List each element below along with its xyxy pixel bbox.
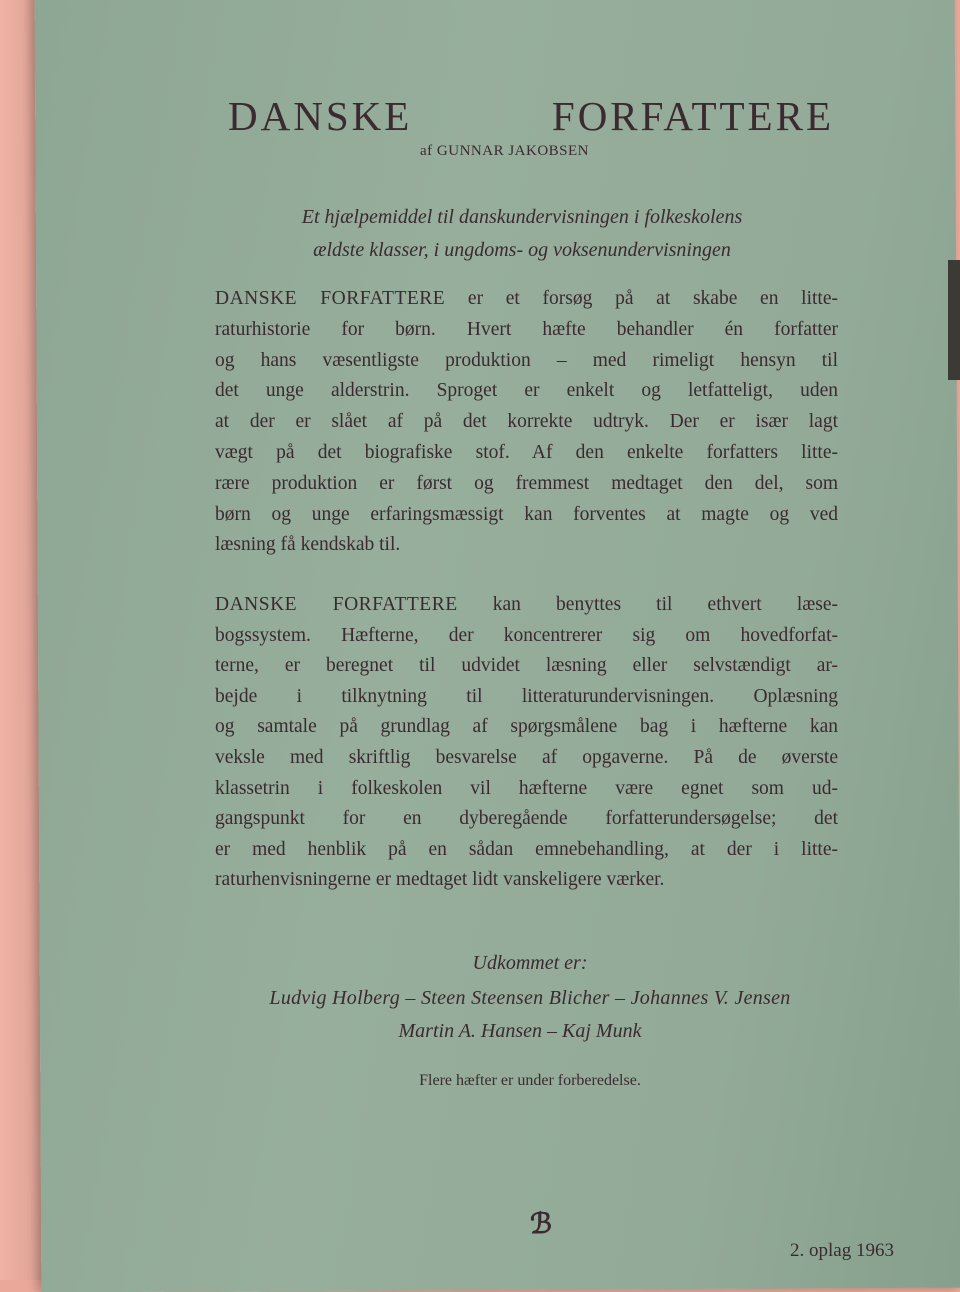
paragraph-line: bejde i tilknytning til litteraturundervisningen. Oplæsning xyxy=(215,685,838,707)
paragraph-line: terne, er beregnet til udvidet læsning eller selvstændigt ar- xyxy=(215,655,838,677)
series-name: DANSKE FORFATTERE xyxy=(215,594,458,615)
paragraph-line: veksle med skriftlig besvarelse af opgaverne. På de øverste xyxy=(215,747,838,768)
more-note: Flere hæfter er under forberedelse. xyxy=(419,1072,641,1089)
edition-note: 2. oplag 1963 xyxy=(790,1240,894,1261)
paragraph-line: bogssystem. Hæfterne, der koncentrerer sig om hovedforfat- xyxy=(215,624,838,646)
publisher-logo-icon: ℬ xyxy=(530,1209,553,1240)
paragraph-line: læsning få kendskab til. xyxy=(215,534,401,556)
paragraph-line xyxy=(215,594,838,616)
line-text: kan benyttes til ethvert læse- xyxy=(457,594,838,615)
published-authors-line: Martin A. Hansen – Kaj Munk xyxy=(398,1020,642,1042)
paragraph-line: raturhistorie for børn. Hvert hæfte behandler én forfatter xyxy=(215,318,838,340)
paragraph-line: rære produktion er først og fremmest medtaget den del, som xyxy=(215,472,838,494)
series-name: DANSKE FORFATTERE xyxy=(215,288,446,309)
published-authors-line: Ludvig Holberg – Steen Steensen Blicher – Johannes V. Jensen xyxy=(269,987,791,1009)
author-byline: af GUNNAR JAKOBSEN xyxy=(420,143,589,159)
paragraph-line: det unge alderstrin. Sproget er enkelt og letfatteligt, uden xyxy=(215,380,838,402)
book-spine-edge xyxy=(948,260,960,380)
published-heading: Udkommet er: xyxy=(472,952,588,974)
paragraph-line: raturhenvisningerne er medtaget lidt vanskeligere værker. xyxy=(215,869,665,891)
paragraph-line xyxy=(215,288,838,310)
paragraph-line: og samtale på grundlag af spørgsmålene bag i hæfterne kan xyxy=(215,716,838,738)
book-title: DANSKE FORFATTERE xyxy=(228,93,834,139)
paragraph-line: er med henblik på en sådan emnebehandling, at der i litte- xyxy=(215,838,838,860)
line-text: er et forsøg på at skabe en litte- xyxy=(445,288,838,309)
paragraph-line: og hans væsentligste produktion – med rimeligt hensyn til xyxy=(215,349,838,371)
intro-line: ældste klasser, i ungdoms- og voksenundervisningen xyxy=(313,239,731,261)
intro-line: Et hjælpemiddel til danskundervisningen i folkeskolens xyxy=(301,206,743,228)
paragraph-line: vægt på det biografiske stof. Af den enkelte forfatters litte- xyxy=(215,442,838,463)
paragraph-line: børn og unge erfaringsmæssigt kan forventes at magte og ved xyxy=(215,503,838,525)
paragraph-line: gangspunkt for en dyberegående forfatterundersøgelse; det xyxy=(215,808,838,830)
paragraph-line: klassetrin i folkeskolen vil hæfterne være egnet som ud- xyxy=(215,777,838,799)
paragraph-line: at der er slået af på det korrekte udtryk. Der er især lagt xyxy=(215,411,838,433)
